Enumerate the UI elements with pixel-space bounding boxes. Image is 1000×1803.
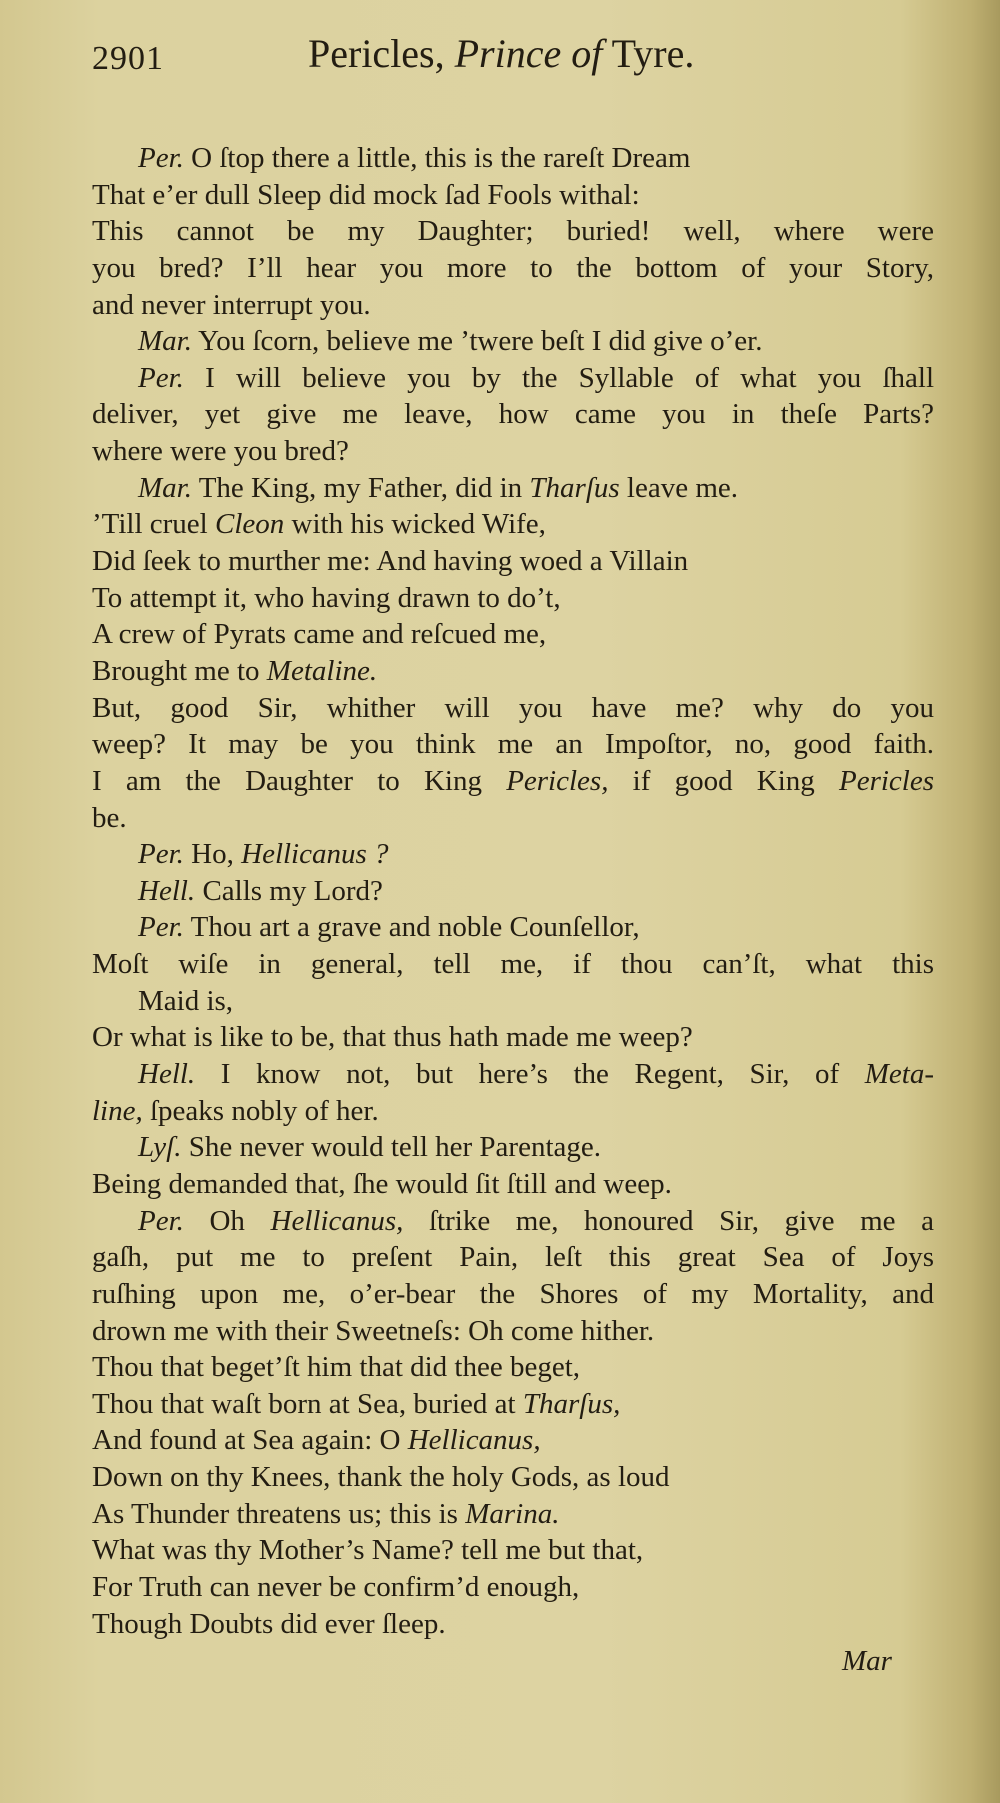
italic-text: Tharſus,: [522, 1387, 621, 1420]
text-line: [92, 506, 934, 543]
italic-text: line,: [92, 1094, 143, 1127]
text-segment: Down on thy Knees, thank the holy Gods, as loud: [92, 1461, 670, 1494]
text-segment: deliver, yet give me leave, how came you in theſe Parts?: [92, 398, 934, 431]
text-line: [92, 1459, 934, 1496]
italic-text: Hell.: [138, 1058, 196, 1091]
text-line: [92, 1569, 934, 1606]
text-segment: To attempt it, who having drawn to do’t,: [92, 581, 561, 614]
title-prince-of: Prince of: [454, 31, 603, 76]
text-segment: What was thy Mother’s Name? tell me but that,: [92, 1534, 644, 1567]
text-segment: Or what is like to be, that thus hath made me weep?: [92, 1021, 693, 1054]
text-segment: For Truth can never be confirm’d enough,: [92, 1570, 580, 1603]
text-line: [92, 433, 934, 470]
text-line: [92, 1239, 934, 1276]
text-segment: Oh: [183, 1204, 271, 1237]
text-segment: I know not, but here’s the Regent, Sir, of: [195, 1058, 865, 1091]
running-header: [92, 30, 932, 90]
text-segment: Maid is,: [138, 984, 234, 1017]
italic-text: Hellicanus,: [407, 1424, 541, 1457]
text-segment: ruſhing upon me, o’er-bear the Shores of my Mortality, and: [92, 1277, 934, 1310]
page-number: 2901: [92, 40, 164, 77]
running-title: [308, 30, 694, 77]
text-line: [92, 909, 934, 946]
text-segment: That e’er dull Sleep did mock ſad Fools withal:: [92, 178, 640, 211]
text-segment: you bred? I’ll hear you more to the bottom of your Story,: [92, 251, 934, 284]
italic-text: Per.: [138, 361, 184, 394]
text-line: [92, 287, 934, 324]
text-segment: where were you bred?: [92, 435, 349, 468]
text-segment: She never would tell her Parentage.: [181, 1131, 602, 1164]
italic-text: Metaline.: [266, 654, 378, 687]
text-segment: Did ſeek to murther me: And having woed a Villain: [92, 545, 689, 578]
text-line: [92, 1313, 934, 1350]
text-segment: The King, my Father, did in: [191, 471, 530, 504]
italic-text: Pericles,: [506, 764, 609, 797]
title-tyre: Tyre.: [611, 31, 695, 76]
text-line: [92, 470, 934, 507]
text-segment: This cannot be my Daughter; buried! well, where were: [92, 215, 934, 248]
text-line: [92, 653, 934, 690]
text-line: [92, 177, 934, 214]
text-segment: And found at Sea again: O: [92, 1424, 408, 1457]
text-segment: with his wicked Wife,: [284, 508, 546, 541]
text-segment: leave me.: [619, 471, 739, 504]
text-segment: Moſt wiſe in general, tell me, if thou can’ſt, what this: [92, 948, 934, 981]
text-segment: You ſcorn, believe me ’twere beſt I did give o’er.: [191, 325, 763, 358]
text-line: [92, 140, 934, 177]
text-segment: I am the Daughter to King: [92, 764, 507, 797]
text-line: [92, 763, 934, 800]
text-line: [92, 213, 934, 250]
text-line: [92, 800, 934, 837]
text-segment: ſpeaks nobly of her.: [142, 1094, 379, 1127]
italic-text: Mar.: [138, 325, 192, 358]
text-line: [92, 323, 934, 360]
italic-text: Tharſus: [529, 471, 620, 504]
text-segment: Though Doubts did ever ſleep.: [92, 1607, 446, 1640]
text-segment: A crew of Pyrats came and reſcued me,: [92, 618, 547, 651]
italic-text: Hellicanus ?: [241, 838, 389, 871]
italic-text: Cleon: [214, 508, 285, 541]
text-segment: and never interrupt you.: [92, 288, 371, 321]
text-line: [92, 1532, 934, 1569]
italic-text: Lyſ.: [138, 1131, 182, 1164]
italic-text: Per.: [138, 911, 184, 944]
text-line: [92, 836, 934, 873]
text-line: [92, 1606, 934, 1643]
italic-text: Meta-: [864, 1058, 934, 1091]
text-line: [92, 1203, 934, 1240]
text-segment: Thou art a grave and noble Counſellor,: [183, 911, 640, 944]
text-segment: if good King: [608, 764, 839, 797]
text-line: [92, 1349, 934, 1386]
text-line: [92, 616, 934, 653]
text-segment: be.: [92, 801, 127, 834]
text-line: [92, 1422, 934, 1459]
text-segment: Brought me to: [92, 654, 267, 687]
text-line: [92, 1093, 934, 1130]
text-segment: ſtrike me, honoured Sir, give me a: [403, 1204, 934, 1237]
text-line: [92, 580, 934, 617]
italic-text: Hellicanus,: [270, 1204, 404, 1237]
italic-text: Per.: [138, 142, 184, 174]
italic-text: Per.: [138, 838, 184, 871]
italic-text: Hell.: [138, 874, 196, 907]
text-line: [92, 983, 934, 1020]
text-segment: Calls my Lord?: [195, 874, 383, 907]
text-segment: Ho,: [183, 838, 242, 871]
text-line: [92, 543, 934, 580]
text-line: [92, 690, 934, 727]
text-line: [92, 1276, 934, 1313]
play-text: [92, 140, 934, 1642]
catchword: Mar: [842, 1645, 892, 1677]
text-segment: Being demanded that, ſhe would ſit ſtill and weep.: [92, 1167, 672, 1200]
text-line: [92, 873, 934, 910]
italic-text: Mar.: [138, 471, 192, 504]
italic-text: Per.: [138, 1204, 184, 1237]
text-segment: Thou that beget’ſt him that did thee beget,: [92, 1351, 581, 1384]
italic-text: Pericles: [838, 764, 934, 797]
text-line: [92, 1166, 934, 1203]
text-line: [92, 1056, 934, 1093]
text-segment: O ſtop there a little, this is the rareſt Dream: [183, 142, 691, 174]
text-segment: But, good Sir, whither will you have me? why do you: [92, 691, 934, 724]
text-segment: weep? It may be you think me an Impoſtor, no, good faith.: [92, 728, 934, 761]
text-line: [92, 396, 934, 433]
text-segment: Thou that waſt born at Sea, buried at: [92, 1387, 523, 1420]
title-pericles: Pericles,: [308, 31, 445, 76]
text-segment: ’Till cruel: [92, 508, 215, 541]
text-segment: I will believe you by the Syllable of what you ſhall: [183, 361, 934, 394]
text-line: [92, 360, 934, 397]
text-line: [92, 250, 934, 287]
text-line: [92, 1019, 934, 1056]
text-segment: drown me with their Sweetneſs: Oh come hither.: [92, 1314, 655, 1347]
text-line: [92, 1129, 934, 1166]
text-line: [92, 946, 934, 983]
text-line: [92, 1496, 934, 1533]
text-line: [92, 1386, 934, 1423]
text-segment: gaſh, put me to preſent Pain, leſt this great Sea of Joys: [92, 1241, 934, 1274]
text-line: [92, 726, 934, 763]
text-segment: As Thunder threatens us; this is: [92, 1497, 466, 1530]
italic-text: Marina.: [465, 1497, 560, 1530]
